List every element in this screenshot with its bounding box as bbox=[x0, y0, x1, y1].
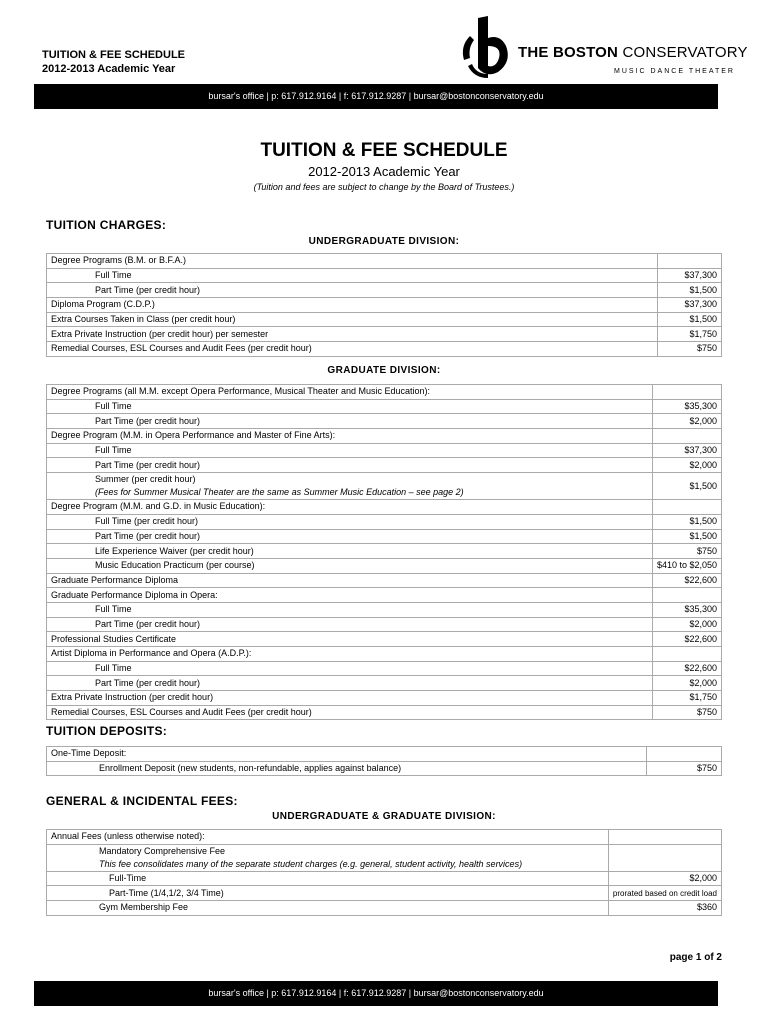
fee-label-text: Part Time (per credit hour) bbox=[95, 677, 201, 688]
fee-label bbox=[47, 830, 609, 845]
fee-label-text: Diploma Program (C.D.P.) bbox=[51, 299, 155, 310]
fee-label-text: Full-Time bbox=[109, 873, 147, 884]
fee-label bbox=[47, 588, 653, 603]
fee-label bbox=[47, 691, 653, 706]
fee-label-text: Professional Studies Certificate bbox=[51, 633, 177, 644]
logo-wordmark bbox=[518, 44, 748, 61]
fee-label-text: Part Time (per credit hour) bbox=[95, 530, 201, 541]
fee-row bbox=[47, 529, 722, 544]
fee-row bbox=[47, 632, 722, 647]
fee-amount bbox=[652, 647, 721, 662]
fee-label-text: Artist Diploma in Performance and Opera (A.D.P.): bbox=[51, 648, 252, 659]
fee-row bbox=[47, 500, 722, 515]
fee-row bbox=[47, 617, 722, 632]
section-heading-general-fees: GENERAL & INCIDENTAL FEES: bbox=[46, 794, 238, 808]
fee-row bbox=[47, 901, 722, 916]
fee-label bbox=[47, 254, 658, 269]
fee-amount: $35,300 bbox=[652, 602, 721, 617]
fee-row bbox=[47, 676, 722, 691]
contact-bar-top: bursar's office | p: 617.912.9164 | f: 617.912.9287 | bursar@bostonconservatory.edu bbox=[34, 84, 718, 109]
fee-amount: $37,300 bbox=[658, 298, 722, 313]
fee-label-text: Life Experience Waiver (per credit hour) bbox=[95, 545, 254, 556]
fee-label bbox=[47, 602, 653, 617]
fee-amount bbox=[652, 385, 721, 400]
logo-mark-icon bbox=[458, 16, 514, 80]
fee-label bbox=[47, 661, 653, 676]
fee-label bbox=[47, 573, 653, 588]
fee-label bbox=[47, 617, 653, 632]
fee-label bbox=[47, 544, 653, 559]
fee-label bbox=[47, 871, 609, 886]
fee-label-text: Full Time bbox=[95, 401, 132, 412]
fee-amount: $37,300 bbox=[652, 443, 721, 458]
fee-label-text: Part-Time (1/4,1/2, 3/4 Time) bbox=[109, 887, 224, 898]
fee-row bbox=[47, 414, 722, 429]
fee-label bbox=[47, 676, 653, 691]
fee-row bbox=[47, 558, 722, 573]
fee-amount: $2,000 bbox=[652, 414, 721, 429]
fee-row bbox=[47, 573, 722, 588]
fee-label bbox=[47, 385, 653, 400]
fee-amount: $1,500 bbox=[652, 514, 721, 529]
fee-label bbox=[47, 312, 658, 327]
fee-label-text: Extra Courses Taken in Class (per credit hour) bbox=[51, 314, 236, 325]
fee-label-text: One-Time Deposit: bbox=[51, 748, 127, 759]
fee-row bbox=[47, 544, 722, 559]
fee-row bbox=[47, 602, 722, 617]
fee-label bbox=[47, 558, 653, 573]
general-fee-table bbox=[46, 829, 722, 916]
page-number: page 1 of 2 bbox=[669, 952, 722, 963]
fee-label-text: Annual Fees (unless otherwise noted): bbox=[51, 831, 205, 842]
fee-label-text: Part Time (per credit hour) bbox=[95, 618, 201, 629]
fee-amount bbox=[608, 844, 721, 871]
fee-label-text: Enrollment Deposit (new students, non-refundable, applies against balance) bbox=[99, 763, 402, 774]
fee-row bbox=[47, 691, 722, 706]
fee-row bbox=[47, 268, 722, 283]
fee-label-text: Full Time (per credit hour) bbox=[95, 516, 199, 527]
fee-label bbox=[47, 399, 653, 414]
header-title: TUITION & FEE SCHEDULE bbox=[42, 49, 186, 61]
logo-name-bold: THE BOSTON bbox=[518, 44, 619, 61]
fee-label-note: This fee consolidates many of the separate student charges (e.g. general, student activity, health services) bbox=[99, 858, 523, 869]
fee-label-text: Summer (per credit hour) bbox=[95, 474, 196, 485]
fee-row bbox=[47, 312, 722, 327]
fee-label bbox=[47, 705, 653, 720]
fee-label-text: Mandatory Comprehensive Fee bbox=[99, 845, 226, 856]
fee-label bbox=[47, 327, 658, 342]
header-subtitle: 2012-2013 Academic Year bbox=[42, 63, 176, 75]
section-heading-tuition-deposits: TUITION DEPOSITS: bbox=[46, 724, 168, 738]
subheading-undergraduate: UNDERGRADUATE DIVISION: bbox=[308, 236, 460, 247]
fee-row bbox=[47, 399, 722, 414]
fee-amount: $1,750 bbox=[652, 691, 721, 706]
fee-row bbox=[47, 458, 722, 473]
fee-row bbox=[47, 871, 722, 886]
fee-amount: $1,500 bbox=[652, 529, 721, 544]
fee-amount: $360 bbox=[608, 901, 721, 916]
fee-amount: $1,500 bbox=[658, 283, 722, 298]
fee-row bbox=[47, 327, 722, 342]
fee-row bbox=[47, 647, 722, 662]
fee-label-text: Graduate Performance Diploma in Opera: bbox=[51, 589, 218, 600]
fee-label-text: Full Time bbox=[95, 270, 132, 281]
fee-amount bbox=[647, 747, 722, 762]
fee-row bbox=[47, 747, 722, 762]
fee-label bbox=[47, 458, 653, 473]
deposit-fee-table bbox=[46, 746, 722, 776]
fee-amount: $750 bbox=[647, 761, 722, 776]
undergraduate-fee-table bbox=[46, 253, 722, 357]
fee-label bbox=[47, 632, 653, 647]
fee-label bbox=[47, 342, 658, 357]
fee-label-text: Degree Program (M.M. in Opera Performance and Master of Fine Arts): bbox=[51, 430, 336, 441]
fee-label bbox=[47, 761, 647, 776]
fee-amount: $1,750 bbox=[658, 327, 722, 342]
fee-label bbox=[47, 283, 658, 298]
contact-bar-bottom: bursar's office | p: 617.912.9164 | f: 617.912.9287 | bursar@bostonconservatory.edu bbox=[34, 981, 718, 1006]
fee-row bbox=[47, 705, 722, 720]
section-heading-tuition-charges: TUITION CHARGES: bbox=[46, 218, 167, 232]
fee-amount bbox=[608, 830, 721, 845]
fee-label-text: Extra Private Instruction (per credit hour) per semester bbox=[51, 328, 269, 339]
fee-label-text: Part Time (per credit hour) bbox=[95, 284, 201, 295]
fee-row bbox=[47, 283, 722, 298]
fee-label-text: Gym Membership Fee bbox=[99, 902, 189, 913]
fee-amount: $2,000 bbox=[652, 458, 721, 473]
fee-label-text: Graduate Performance Diploma bbox=[51, 574, 179, 585]
fee-label-text: Degree Program (M.M. and G.D. in Music Education): bbox=[51, 501, 266, 512]
fee-label bbox=[47, 514, 653, 529]
fee-row bbox=[47, 385, 722, 400]
fee-amount: $22,600 bbox=[652, 661, 721, 676]
fee-label-text: Full Time bbox=[95, 445, 132, 456]
fee-label bbox=[47, 529, 653, 544]
document-note: (Tuition and fees are subject to change by the Board of Trustees.) bbox=[253, 182, 515, 192]
fee-label-note: (Fees for Summer Musical Theater are the same as Summer Music Education – see page 2) bbox=[95, 487, 464, 498]
fee-row bbox=[47, 844, 722, 871]
fee-label-text: Degree Programs (all M.M. except Opera Performance, Musical Theater and Music Education): bbox=[51, 386, 430, 397]
fee-amount bbox=[658, 254, 722, 269]
fee-amount: $22,600 bbox=[652, 632, 721, 647]
fee-label bbox=[47, 844, 609, 871]
fee-label bbox=[47, 298, 658, 313]
fee-amount: $2,000 bbox=[652, 617, 721, 632]
fee-amount bbox=[652, 500, 721, 515]
fee-amount: $2,000 bbox=[652, 676, 721, 691]
fee-label bbox=[47, 414, 653, 429]
fee-label-text: Part Time (per credit hour) bbox=[95, 459, 201, 470]
fee-label bbox=[47, 886, 609, 901]
graduate-fee-table bbox=[46, 384, 722, 720]
fee-amount: $410 to $2,050 bbox=[652, 558, 721, 573]
document-year: 2012-2013 Academic Year bbox=[308, 164, 460, 179]
fee-label-text: Part Time (per credit hour) bbox=[95, 415, 201, 426]
logo-name-light: CONSERVATORY bbox=[622, 44, 748, 61]
fee-row bbox=[47, 298, 722, 313]
fee-label bbox=[47, 647, 653, 662]
fee-label-text: Full Time bbox=[95, 663, 132, 674]
fee-row bbox=[47, 830, 722, 845]
fee-row bbox=[47, 514, 722, 529]
conservatory-logo bbox=[458, 16, 748, 80]
fee-row bbox=[47, 588, 722, 603]
fee-row bbox=[47, 886, 722, 901]
fee-label-text: Degree Programs (B.M. or B.F.A.) bbox=[51, 255, 187, 266]
fee-label-text: Extra Private Instruction (per credit hour) bbox=[51, 692, 214, 703]
fee-amount: $2,000 bbox=[608, 871, 721, 886]
fee-amount: $750 bbox=[652, 544, 721, 559]
logo-tagline: MUSIC DANCE THEATER bbox=[614, 68, 735, 75]
fee-amount: $1,500 bbox=[658, 312, 722, 327]
subheading-graduate: GRADUATE DIVISION: bbox=[327, 365, 441, 376]
fee-amount: $22,600 bbox=[652, 573, 721, 588]
fee-label bbox=[47, 500, 653, 515]
fee-label bbox=[47, 268, 658, 283]
fee-amount: $750 bbox=[658, 342, 722, 357]
subheading-undergraduate-graduate: UNDERGRADUATE & GRADUATE DIVISION: bbox=[272, 811, 496, 822]
fee-label-text: Music Education Practicum (per course) bbox=[95, 560, 255, 571]
fee-amount: $37,300 bbox=[658, 268, 722, 283]
fee-row bbox=[47, 342, 722, 357]
document-title: TUITION & FEE SCHEDULE bbox=[260, 140, 508, 161]
fee-amount bbox=[652, 588, 721, 603]
fee-label-text: Full Time bbox=[95, 604, 132, 615]
fee-row bbox=[47, 761, 722, 776]
fee-amount: $750 bbox=[652, 705, 721, 720]
fee-label-text: Remedial Courses, ESL Courses and Audit Fees (per credit hour) bbox=[51, 707, 312, 718]
fee-label bbox=[47, 747, 647, 762]
fee-label-text: Remedial Courses, ESL Courses and Audit Fees (per credit hour) bbox=[51, 343, 312, 354]
fee-amount: $35,300 bbox=[652, 399, 721, 414]
fee-label bbox=[47, 443, 653, 458]
fee-amount: prorated based on credit load bbox=[608, 886, 721, 901]
fee-row bbox=[47, 661, 722, 676]
fee-amount: $1,500 bbox=[652, 473, 721, 500]
fee-label bbox=[47, 901, 609, 916]
fee-amount bbox=[652, 429, 721, 444]
fee-row bbox=[47, 429, 722, 444]
fee-label bbox=[47, 473, 653, 500]
fee-row bbox=[47, 473, 722, 500]
fee-row bbox=[47, 443, 722, 458]
fee-row bbox=[47, 254, 722, 269]
fee-label bbox=[47, 429, 653, 444]
